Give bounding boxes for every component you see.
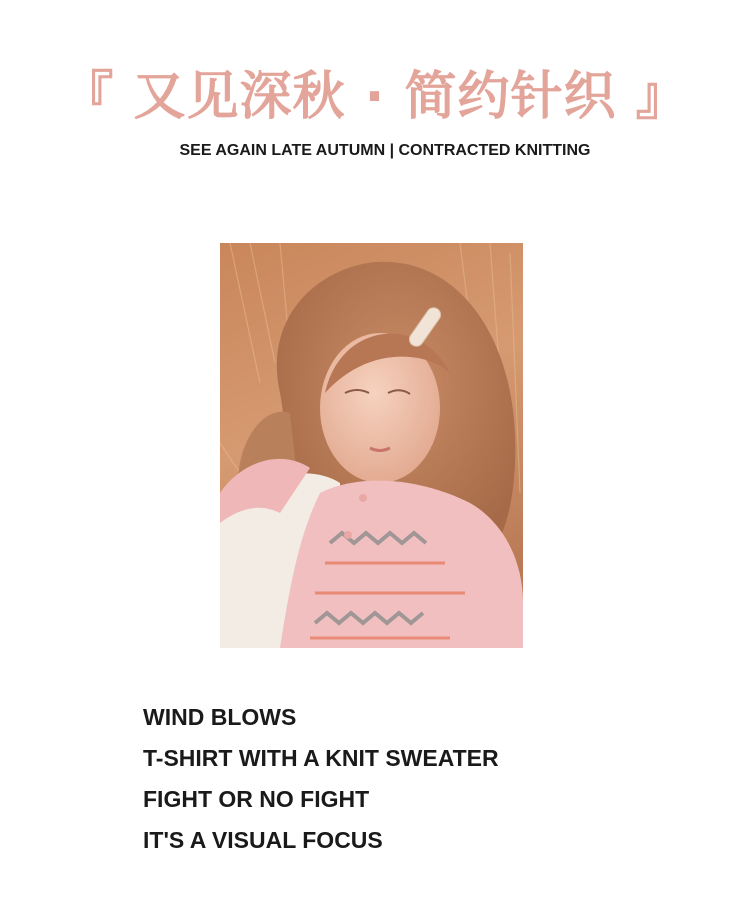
page-subtitle: SEE AGAIN LATE AUTUMN | CONTRACTED KNITTING: [179, 142, 591, 159]
caption-list: [143, 697, 499, 861]
page-title: 『 又见深秋 · 简约针织 』: [61, 67, 689, 127]
caption-line: WIND BLOWS: [143, 704, 297, 730]
photo-illustration: [220, 243, 523, 648]
product-photo: [220, 243, 523, 648]
caption-line: T-SHIRT WITH A KNIT SWEATER: [143, 745, 499, 771]
caption-line: FIGHT OR NO FIGHT: [143, 786, 370, 812]
caption-line: IT'S A VISUAL FOCUS: [143, 827, 383, 853]
